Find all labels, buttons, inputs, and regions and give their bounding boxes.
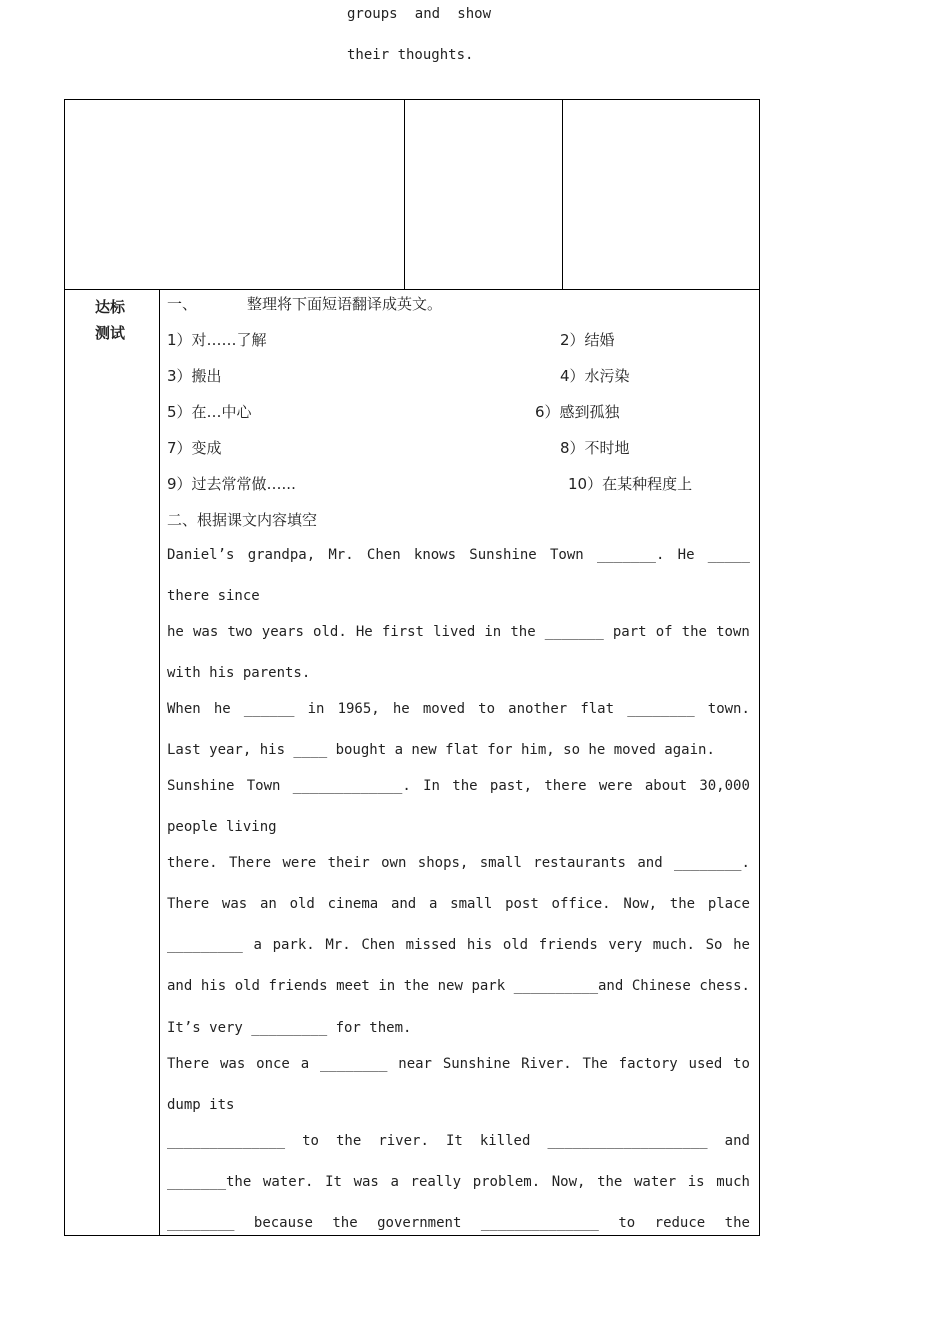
phrase-item: 6）感到孤独: [535, 403, 620, 421]
passage-word: ______________: [167, 1133, 286, 1149]
passage-word: post: [505, 896, 539, 912]
passage-word: friends: [538, 937, 598, 953]
activity-word: groups: [347, 6, 398, 22]
passage-word: There: [167, 1056, 210, 1072]
passage-word: much: [716, 1174, 750, 1190]
passage-word: the: [332, 1215, 358, 1231]
passage-word: a: [428, 896, 438, 912]
passage-line: [167, 894, 750, 914]
passage-word: and: [637, 855, 663, 871]
test-table: [64, 289, 760, 1236]
passage-word: old.: [313, 624, 347, 640]
passage-line: It’s very _________ for them.: [167, 1020, 412, 1036]
passage-word: he: [392, 701, 410, 717]
phrase-item: 7）变成: [167, 439, 222, 457]
passage-word: 30,000: [699, 778, 750, 794]
passage-line: [167, 1054, 750, 1074]
activity-line: their thoughts.: [347, 47, 474, 63]
passage-word: old: [502, 937, 529, 953]
passage-word: years: [261, 624, 304, 640]
passage-line: there since: [167, 588, 260, 604]
passage-word: small: [450, 896, 493, 912]
passage-word: _____________.: [292, 778, 411, 794]
passage-word: past,: [489, 778, 533, 794]
passage-word: Sunshine: [167, 778, 235, 794]
passage-word: In: [423, 778, 440, 794]
passage-word: an: [259, 896, 277, 912]
passage-word: reduce: [654, 1215, 706, 1231]
passage-word: flat: [580, 701, 615, 717]
passage-word: ___________________: [547, 1133, 708, 1149]
passage-word: So: [705, 937, 723, 953]
passage-word: very: [608, 937, 643, 953]
passage-word: because: [253, 1215, 313, 1231]
passage-word: to: [302, 1133, 319, 1149]
passage-word: ________: [167, 1215, 235, 1231]
passage-word: his: [200, 978, 227, 994]
passage-word: office.: [551, 896, 611, 912]
activity-text: [347, 4, 491, 65]
passage-line: [167, 976, 750, 996]
passage-word: park.: [272, 937, 315, 953]
passage-word: _______the: [167, 1174, 252, 1190]
passage-word: The: [582, 1056, 608, 1072]
passage-word: the: [452, 778, 478, 794]
passage-word: the: [724, 1215, 750, 1231]
passage-word: problem.: [472, 1174, 541, 1190]
activity-word: and: [414, 6, 441, 22]
passage-word: were: [282, 855, 317, 871]
phrase-item: 1）对……了解: [167, 331, 267, 349]
passage-word: he: [167, 624, 184, 640]
passage-word: When: [167, 701, 201, 717]
passage-word: missed: [405, 937, 457, 953]
passage-word: and: [167, 978, 193, 994]
passage-word: government: [377, 1215, 462, 1231]
passage-word: Sunshine: [469, 547, 537, 563]
passage-word: river.: [378, 1133, 429, 1149]
passage-word: lived: [433, 624, 476, 640]
passage-word: ________.: [674, 855, 750, 871]
passage-word: killed: [479, 1133, 531, 1149]
passage-word: in: [378, 978, 396, 994]
passage-word: _______: [544, 624, 604, 640]
passage-word: old: [289, 896, 315, 912]
passage-word: and: [724, 1133, 750, 1149]
passage-word: chess.: [699, 978, 750, 994]
passage-word: own: [381, 855, 407, 871]
passage-word: There: [228, 855, 272, 871]
passage-word: about: [644, 778, 688, 794]
passage-line: [167, 935, 750, 955]
passage-word: moved: [422, 701, 466, 717]
passage-word: to: [618, 1215, 636, 1231]
passage-line: [167, 622, 750, 642]
activity-word: show: [457, 6, 491, 22]
passage-line: [167, 1213, 750, 1233]
section-label: 达标 测试: [95, 298, 126, 342]
passage-word: shops,: [417, 855, 469, 871]
passage-line: Last year, his ____ bought a new flat for him, so he moved again.: [167, 742, 715, 758]
passage-word: there.: [167, 855, 218, 871]
passage-word: the: [597, 1174, 623, 1190]
passage-line: [167, 545, 750, 565]
passage-word: is: [687, 1174, 705, 1190]
passage-word: factory: [618, 1056, 678, 1072]
passage-word: Sunshine: [442, 1056, 511, 1072]
passage-word: Now,: [623, 896, 658, 912]
passage-word: _________: [167, 937, 243, 953]
passage-word: knows: [413, 547, 457, 563]
passage-word: town: [716, 624, 750, 640]
passage-word: part: [612, 624, 647, 640]
passage-word: It: [445, 1133, 463, 1149]
passage-word: water.: [262, 1174, 314, 1190]
passage-word: Town: [549, 547, 584, 563]
column-divider: [562, 100, 563, 289]
passage-word: Chen: [361, 937, 396, 953]
passage-word: He: [677, 547, 695, 563]
phrase-item: 5）在…中心: [167, 403, 252, 421]
passage-word: to: [733, 1056, 750, 1072]
passage-word: first: [381, 624, 424, 640]
passage-word: in: [484, 624, 502, 640]
passage-word: small: [479, 855, 522, 871]
passage-word: the: [403, 978, 430, 994]
passage-word: once: [256, 1056, 290, 1072]
passage-word: a: [253, 937, 262, 953]
passage-word: and: [390, 896, 417, 912]
passage-word: were: [598, 778, 633, 794]
passage-word: cinema: [327, 896, 379, 912]
passage-word: their: [327, 855, 370, 871]
passage-word: _____: [707, 547, 750, 563]
passage-line: [167, 1172, 750, 1192]
passage-word: ________: [319, 1056, 388, 1072]
passage-word: a: [300, 1056, 310, 1072]
passage-word: the: [681, 624, 707, 640]
passage-word: of: [655, 624, 673, 640]
passage-word: __________and: [513, 978, 624, 994]
passage-word: Mr.: [325, 937, 351, 953]
phrase-item: 3）搬出: [167, 367, 222, 385]
passage-word: the: [335, 1133, 362, 1149]
passage-word: Mr.: [328, 547, 354, 563]
passage-word: was: [221, 896, 248, 912]
passage-word: Chinese: [631, 978, 691, 994]
passage-word: the: [669, 896, 696, 912]
passage-word: used: [688, 1056, 723, 1072]
passage-line: dump its: [167, 1097, 235, 1113]
passage-word: he: [213, 701, 231, 717]
passage-line: [167, 1131, 750, 1151]
passage-line: people living: [167, 819, 277, 835]
passage-word: his: [466, 937, 493, 953]
passage-word: water: [633, 1174, 677, 1190]
passage-word: He: [355, 624, 373, 640]
passage-word: to: [478, 701, 496, 717]
column-divider: [404, 100, 405, 289]
phrase-item: 9）过去常常做…...: [167, 475, 296, 493]
passage-word: new: [437, 978, 463, 994]
passage-word: was: [192, 624, 219, 640]
passage-word: 1965,: [337, 701, 380, 717]
passage-word: a: [390, 1174, 399, 1190]
passage-word: he: [733, 937, 750, 953]
passage-word: grandpa,: [247, 547, 316, 563]
passage-word: There: [167, 896, 210, 912]
passage-word: another: [508, 701, 568, 717]
passage-word: restaurants: [533, 855, 626, 871]
passage-line: with his parents.: [167, 665, 311, 681]
passage-word: Town: [246, 778, 281, 794]
passage-word: Daniel’s: [167, 547, 235, 563]
passage-word: was: [353, 1174, 379, 1190]
passage-word: It: [325, 1174, 342, 1190]
passage-word: town.: [707, 701, 750, 717]
passage-word: there: [544, 778, 587, 794]
passage-word: old: [234, 978, 260, 994]
passage-word: River.: [521, 1056, 572, 1072]
passage-word: much.: [652, 937, 695, 953]
phrase-item: 2）结婚: [560, 331, 615, 349]
passage-word: was: [220, 1056, 246, 1072]
passage-word: ________: [627, 701, 695, 717]
passage-word: two: [227, 624, 253, 640]
passage-line: [167, 853, 750, 873]
passage-word: Chen: [366, 547, 401, 563]
passage-word: _______.: [596, 547, 665, 563]
part2-title: 二、根据课文内容填空: [167, 511, 318, 529]
passage-line: [167, 776, 750, 796]
part1-title: 一、 整理将下面短语翻译成英文。: [167, 295, 443, 313]
passage-word: ______: [243, 701, 295, 717]
top-table: [64, 99, 760, 290]
passage-word: meet: [336, 978, 370, 994]
phrase-item: 4）水污染: [560, 367, 630, 385]
passage-word: really: [410, 1174, 462, 1190]
passage-word: near: [398, 1056, 432, 1072]
passage-word: ______________: [480, 1215, 599, 1231]
passage-word: Now,: [551, 1174, 586, 1190]
passage-line: [167, 699, 750, 719]
passage-word: place: [707, 896, 750, 912]
phrase-item: 10）在某种程度上: [568, 475, 693, 493]
passage-word: the: [510, 624, 536, 640]
passage-word: in: [307, 701, 325, 717]
column-divider: [159, 290, 160, 1235]
passage-word: friends: [268, 978, 328, 994]
passage-word: park: [471, 978, 506, 994]
phrase-item: 8）不时地: [560, 439, 630, 457]
